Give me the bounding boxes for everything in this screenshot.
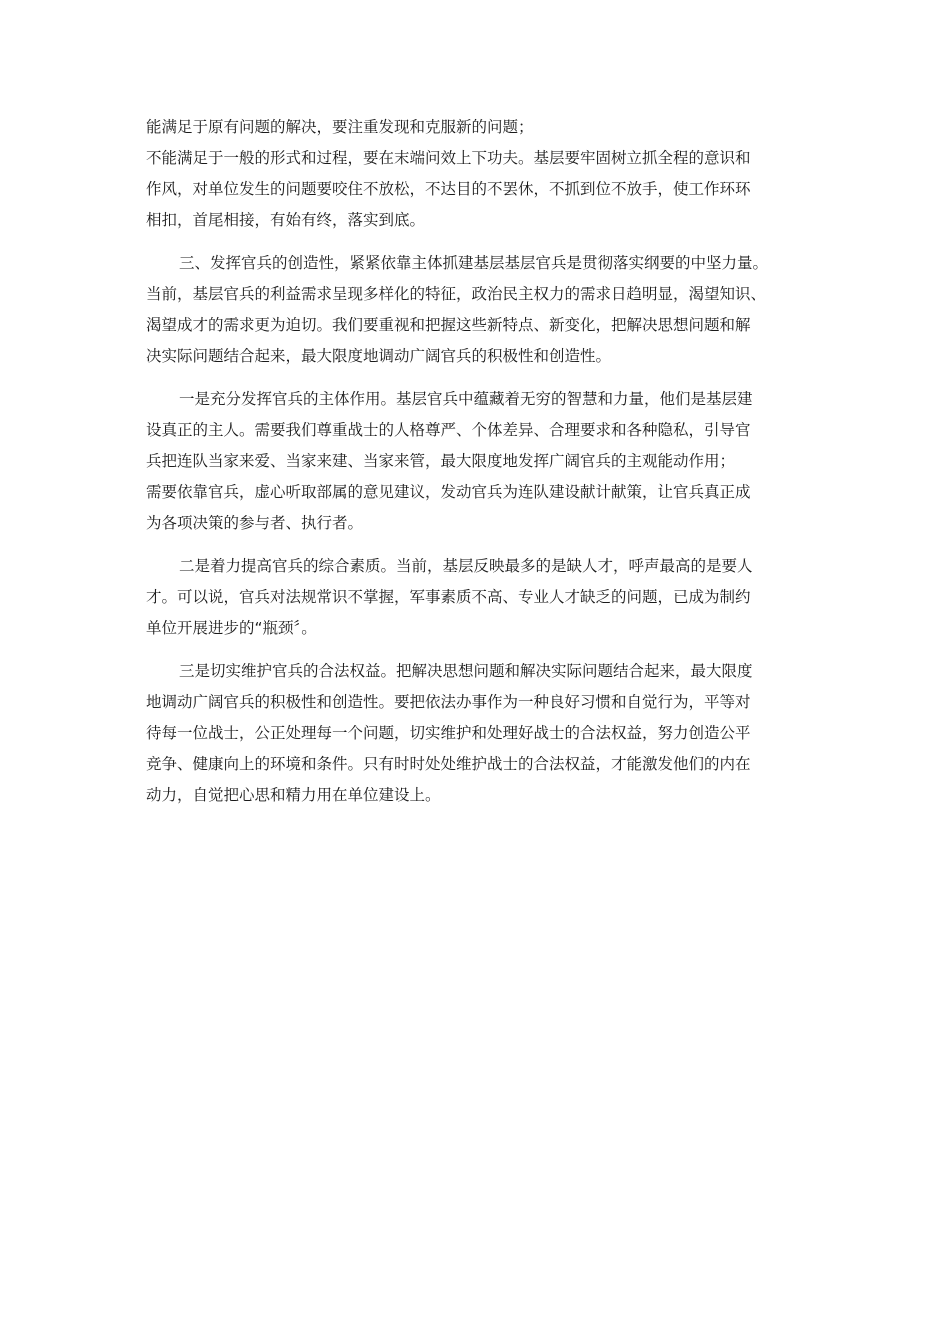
- text-line: 待每一位战士，公正处理每一个问题，切实维护和处理好战士的合法权益，努力创造公平: [146, 724, 751, 742]
- document-page: [146, 112, 816, 811]
- text-line: 兵把连队当家来爱、当家来建、当家来管，最大限度地发挥广阔官兵的主观能动作用；: [146, 452, 736, 470]
- text-line: 一是充分发挥官兵的主体作用。基层官兵中蕴藏着无穷的智慧和力量，他们是基层建: [179, 390, 753, 408]
- paragraph-spacer: [146, 644, 816, 656]
- text-line: 当前，基层官兵的利益需求呈现多样化的特征，政治民主权力的需求日趋明显，渴望知识、: [146, 285, 767, 303]
- text-line: 决实际问题结合起来，最大限度地调动广阔官兵的积极性和创造性。: [146, 347, 612, 365]
- paragraph-spacer: [146, 372, 816, 384]
- paragraph-spacer: [146, 539, 816, 551]
- text-line: 为各项决策的参与者、执行者。: [146, 514, 364, 532]
- paragraph-7: [146, 656, 816, 811]
- text-line: 能满足于原有问题的解决，要注重发现和克服新的问题；: [146, 118, 534, 136]
- text-line: 二是着力提高官兵的综合素质。当前，基层反映最多的是缺人才，呼声最高的是要人: [179, 557, 753, 575]
- text-line: 作风，对单位发生的问题要咬住不放松，不达目的不罢休，不抓到位不放手，使工作环环: [146, 180, 751, 198]
- text-line: 不能满足于一般的形式和过程，要在末端问效上下功夫。基层要牢固树立抓全程的意识和: [146, 149, 751, 167]
- paragraph-1: [146, 112, 816, 143]
- text-line: 设真正的主人。需要我们尊重战士的人格尊严、个体差异、合理要求和各种隐私，引导官: [146, 421, 751, 439]
- paragraph-6: [146, 551, 816, 644]
- text-line: 三是切实维护官兵的合法权益。把解决思想问题和解决实际问题结合起来，最大限度: [179, 662, 753, 680]
- paragraph-3: [146, 248, 816, 372]
- text-line: 相扣，首尾相接，有始有终，落实到底。: [146, 211, 426, 229]
- paragraph-2: [146, 143, 816, 236]
- text-line: 单位开展进步的“瓶颈〞。: [146, 619, 317, 637]
- text-line: 竞争、健康向上的环境和条件。只有时时处处维护战士的合法权益，才能激发他们的内在: [146, 755, 751, 773]
- text-line: 动力，自觉把心思和精力用在单位建设上。: [146, 786, 441, 804]
- text-line: 三、发挥官兵的创造性，紧紧依靠主体抓建基层基层官兵是贯彻落实纲要的中坚力量。: [179, 254, 769, 272]
- paragraph-4: [146, 384, 816, 477]
- text-line: 才。可以说，官兵对法规常识不掌握，军事素质不高、专业人才缺乏的问题，已成为制约: [146, 588, 751, 606]
- text-line: 需要依靠官兵，虚心听取部属的意见建议，发动官兵为连队建设献计献策，让官兵真正成: [146, 483, 751, 501]
- text-line: 地调动广阔官兵的积极性和创造性。要把依法办事作为一种良好习惯和自觉行为，平等对: [146, 693, 751, 711]
- paragraph-5: [146, 477, 816, 539]
- text-line: 渴望成才的需求更为迫切。我们要重视和把握这些新特点、新变化，把解决思想问题和解: [146, 316, 751, 334]
- paragraph-spacer: [146, 236, 816, 248]
